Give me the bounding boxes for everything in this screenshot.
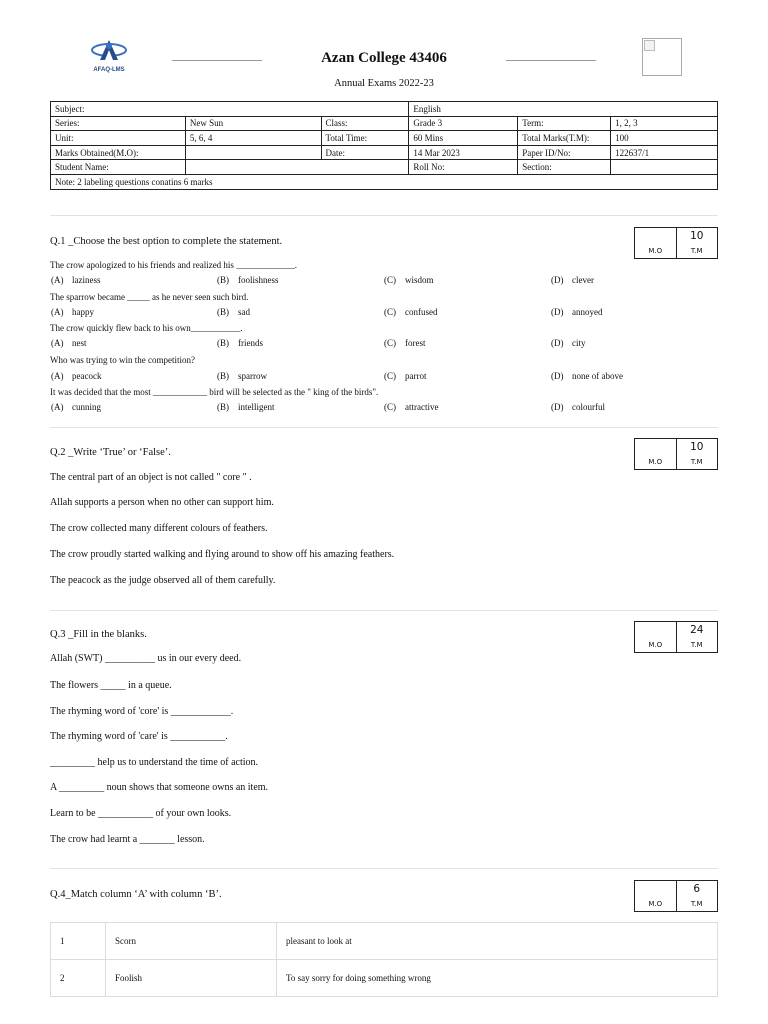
q4-marks-obtained[interactable] [635,881,676,911]
q1-question: The crow apologized to his friends and realized his _____________. [50,260,297,270]
mo-label: M.O [648,458,663,466]
q1-option[interactable]: (B) intelligent [217,402,275,412]
page-title: Azan College 43406 [321,50,447,66]
q1-option[interactable]: (C) confused [384,307,438,317]
q1-question: The sparrow became _____ as he never seen such bird. [50,292,249,302]
q1-option[interactable]: (D) clever [551,275,594,285]
paper-id-value: 122637/1 [611,145,718,160]
series-value: New Sun [185,116,321,131]
table-row [51,923,718,960]
q3-blank-item: The flowers _____ in a queue. [50,680,172,691]
q1-option[interactable]: (D) annoyed [551,307,603,317]
q1-option[interactable]: (B) sparrow [217,371,267,381]
mo-label: M.O [648,900,663,908]
q1-marks-obtained[interactable] [635,228,676,258]
term-value: 1, 2, 3 [611,116,718,131]
paper-id-label: Paper ID/No: [518,145,611,160]
tm-label: T.M [690,458,703,466]
total-time-label: Total Time: [321,131,409,146]
q2-statement: Allah supports a person when no other can support him. [50,497,274,508]
term-label: Term: [518,116,611,131]
q2-statement: The crow proudly started walking and flying around to show off his amazing feathers. [50,549,395,560]
date-value: 14 Mar 2023 [409,145,518,160]
total-marks-label: Total Marks(T.M): [518,131,611,146]
subject-label: Subject: [51,102,409,117]
match-table [50,922,718,997]
q2-statement: The central part of an object is not called " core " . [50,472,252,483]
q1-question: Who was trying to win the competition? [50,355,195,365]
q3-blank-item: The crow had learnt a _______ lesson. [50,834,205,845]
match-column-b: To say sorry for doing something wrong [277,960,718,997]
q3-heading: Q.3 _Fill in the blanks. [50,629,147,640]
section-divider [50,215,718,216]
section-divider [50,610,718,611]
q1-option[interactable]: (B) foolishness [217,275,279,285]
match-column-a: Scorn [106,923,277,960]
q1-option[interactable]: (A) nest [51,338,87,348]
q3-blank-item: A _________ noun shows that someone owns an item. [50,782,269,793]
logo-text: AFAQ-LMS [93,67,125,73]
q1-marks-box [634,227,718,259]
q3-blank-item: Allah (SWT) __________ us in our every deed. [50,653,242,664]
q4-heading: Q.4_Match column ‘A’ with column ‘B’. [50,889,222,900]
q1-option[interactable]: (D) colourful [551,402,605,412]
class-label: Class: [321,116,409,131]
q1-option[interactable]: (C) parrot [384,371,427,381]
q3-total-marks: 24 [690,624,704,636]
q2-marks-box [634,438,718,470]
q1-option[interactable]: (A) laziness [51,275,101,285]
date-label: Date: [321,145,409,160]
section-label: Section: [518,160,611,175]
q1-option[interactable]: (C) wisdom [384,275,434,285]
section-divider [50,868,718,869]
subject-value: English [409,102,718,117]
exam-subtitle: Annual Exams 2022-23 [334,78,434,89]
student-photo-placeholder [642,38,682,76]
q2-heading: Q.2 _Write ‘True’ or ‘False’. [50,447,171,458]
broken-image-icon [644,40,655,51]
tm-label: T.M [690,247,703,255]
q1-total-marks: 10 [690,230,704,242]
q1-question: The crow quickly flew back to his own___________. [50,323,243,333]
exam-info-table [50,101,718,190]
match-column-b: pleasant to look at [277,923,718,960]
mo-label: M.O [648,247,663,255]
q1-question: It was decided that the most ____________ bird will be selected as the " king of the birds". [50,387,379,397]
roll-no-label: Roll No: [409,160,518,175]
q1-option[interactable]: (C) forest [384,338,426,348]
mo-label: M.O [648,641,663,649]
q1-heading: Q.1 _Choose the best option to complete the statement. [50,236,283,247]
q1-option[interactable]: (D) none of above [551,371,623,381]
q1-option[interactable]: (D) city [551,338,586,348]
unit-label: Unit: [51,131,186,146]
marks-obtained-field[interactable] [185,145,321,160]
match-number: 1 [51,923,106,960]
q4-marks-box [634,880,718,912]
q1-option[interactable]: (A) cunning [51,402,101,412]
student-name-label: Student Name: [51,160,186,175]
total-marks-value: 100 [611,131,718,146]
total-time-value: 60 Mins [409,131,518,146]
series-label: Series: [51,116,186,131]
q3-blank-item: The rhyming word of 'care' is ___________. [50,731,228,742]
exam-note: Note: 2 labeling questions conatins 6 marks [51,174,718,189]
tm-label: T.M [690,641,703,649]
q1-option[interactable]: (A) happy [51,307,94,317]
q1-option[interactable]: (A) peacock [51,371,102,381]
class-value: Grade 3 [409,116,518,131]
match-number: 2 [51,960,106,997]
q2-marks-obtained[interactable] [635,439,676,469]
q3-blank-item: Learn to be ___________ of your own looks. [50,808,232,819]
q2-total-marks: 10 [690,441,704,453]
q4-total-marks: 6 [693,883,701,895]
match-column-a: Foolish [106,960,277,997]
q2-statement: The peacock as the judge observed all of them carefully. [50,575,276,586]
student-name-field[interactable] [185,160,409,175]
section-divider [50,427,718,428]
marks-obtained-label: Marks Obtained(M.O): [51,145,186,160]
q3-marks-box [634,621,718,653]
q1-option[interactable]: (C) attractive [384,402,439,412]
q1-option[interactable]: (B) friends [217,338,263,348]
section-field[interactable] [611,160,718,175]
q3-blank-item: The rhyming word of 'core' is ____________. [50,706,234,717]
q3-marks-obtained[interactable] [635,622,676,652]
q2-statement: The crow collected many different colours of feathers. [50,523,268,534]
tm-label: T.M [690,900,703,908]
table-row [51,960,718,997]
q1-option[interactable]: (B) sad [217,307,250,317]
q3-blank-item: _________ help us to understand the time of action. [50,757,259,768]
unit-value: 5, 6, 4 [185,131,321,146]
